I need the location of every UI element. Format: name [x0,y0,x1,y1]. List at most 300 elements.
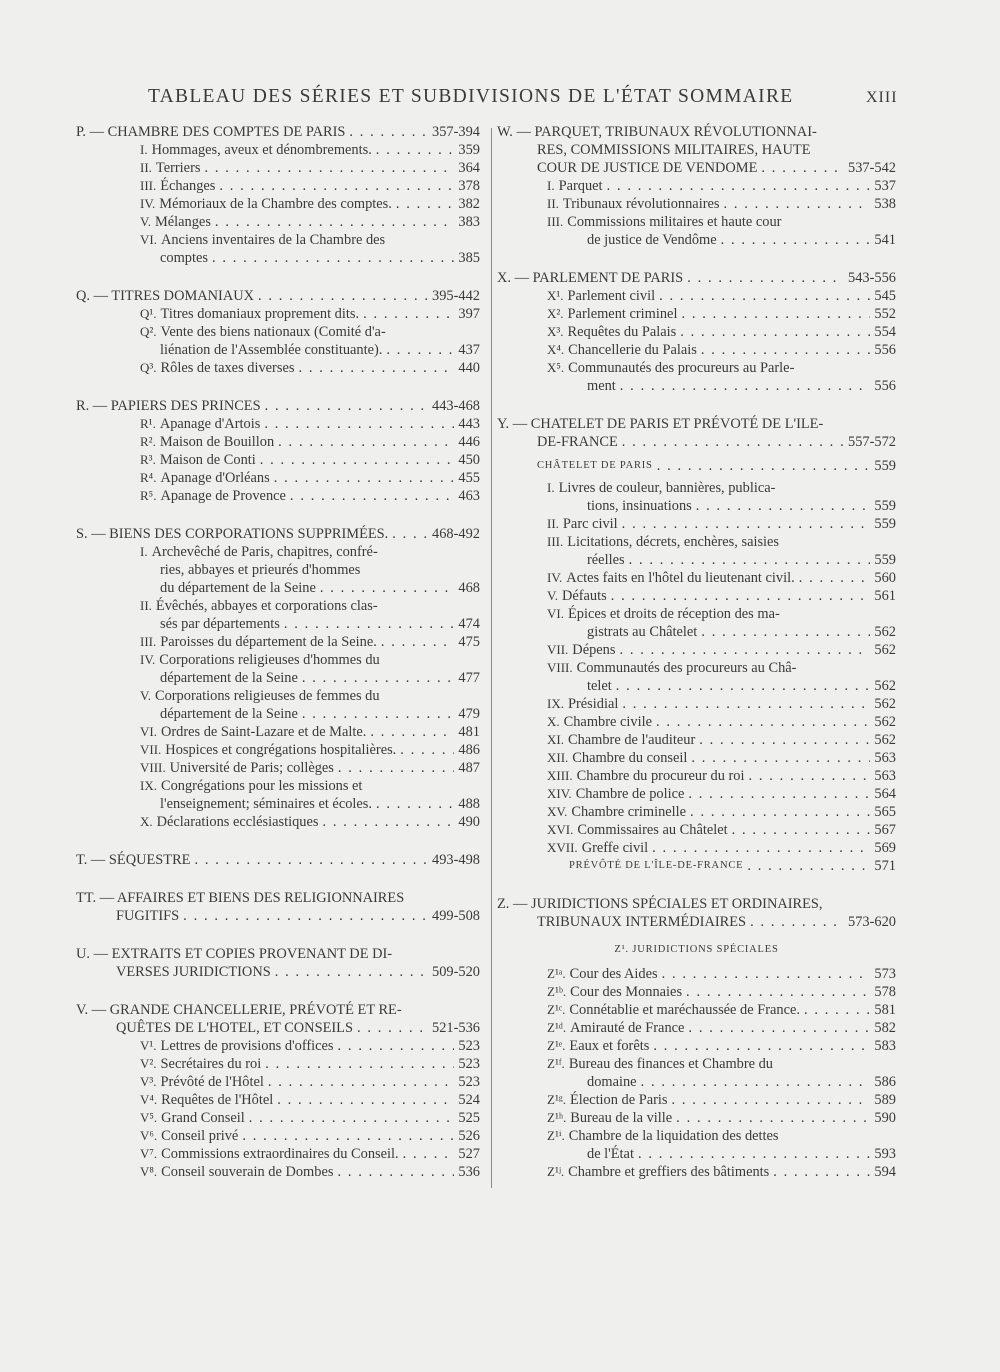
page-ref: 443 [458,416,480,432]
entry-text [547,479,775,497]
entry-title: Parlement criminel [567,306,678,322]
series-block [497,123,896,249]
entry-title: Prévôté de l'Hôtel [160,1074,264,1090]
entry [76,1037,480,1055]
entry [76,451,480,469]
series-heading [76,123,480,141]
entry-title: Chambre du procureur du roi [576,768,745,784]
entry-list [497,479,896,857]
entry-text [547,695,618,713]
entry-title: Échanges [160,178,216,194]
page-ref: 364 [458,160,480,176]
page-ref: 559 [874,498,896,514]
entry [497,587,896,605]
entry-text [547,569,795,587]
entry-mark: Z¹ᵍ. [547,1092,566,1107]
page-ref: 562 [874,624,896,640]
page-ref: 475 [458,634,480,650]
entry-mark: R⁴. [140,470,157,485]
page-ref: 582 [874,1020,896,1036]
entry-continuation [497,551,896,569]
series-heading-line [497,123,896,141]
entry-mark: Z¹ᶠ. [547,1056,565,1071]
page-ref: 481 [458,724,480,740]
entry [497,785,896,803]
entry-text [140,1109,245,1127]
entry-mark: V¹. [140,1038,157,1053]
entry [497,341,896,359]
entry-text [140,451,256,469]
page-ref: 556 [874,378,896,394]
page-ref: 586 [874,1074,896,1090]
entry-text [140,359,294,377]
page-ref: 359 [458,142,480,158]
entry-title: Anciens inventaires de la Chambre des [160,232,386,248]
entry-continuation-text: ries, abbayes et prieurés d'hommes [160,562,361,578]
entry [497,839,896,857]
entry [76,177,480,195]
entry-text [547,213,781,231]
leader-dots [249,1109,455,1127]
series-heading-line-text: U. — EXTRAITS ET COPIES PROVENANT DE DI- [76,946,393,962]
entry-title: Maison de Conti [159,452,256,468]
entry-continuation-text [587,1145,634,1163]
page-ref: 490 [458,814,480,830]
page-ref: 571 [874,858,896,874]
entry-continuation-text [587,231,717,249]
page-ref: 581 [874,1002,896,1018]
entry-text [547,605,780,623]
entry-title: Apanage d'Artois [159,416,261,432]
entry-mark: X. [547,714,560,729]
series-heading-text [497,269,683,287]
series-heading-line-text: Z. — JURIDICTIONS SPÉCIALES ET ORDINAIRES, [497,896,823,912]
page-ref: 563 [874,750,896,766]
page-ref: 567 [874,822,896,838]
leader-dots [264,415,454,433]
leader-dots [652,839,870,857]
leader-dots [696,497,871,515]
entry-title: Secrétaires du roi [160,1056,262,1072]
series-heading-line [76,945,480,963]
entry-text [140,759,334,777]
entry-title: PRÉVÔTÉ DE L'ÎLE-DE-FRANCE [569,860,744,871]
page-ref: 527 [458,1146,480,1162]
entry-text [547,1163,769,1181]
entry-title: liénation de l'Assemblée constituante). [160,342,383,358]
leader-dots [322,813,454,831]
entry-continuation-text [160,795,372,813]
entry-continuation-text [587,551,625,569]
entry [497,749,896,767]
leader-dots [338,759,455,777]
entry [497,1163,896,1181]
page-ref: 537 [874,178,896,194]
page-ref: 564 [874,786,896,802]
page-ref: 562 [874,714,896,730]
entry-list [76,1037,480,1181]
entry-title: Chambre civile [563,714,652,730]
subseries-heading-text [537,457,653,475]
leader-dots [799,569,871,587]
entry-text [547,1019,684,1037]
entry-mark: V. [140,214,151,229]
entry-text [547,1127,779,1145]
series-heading-line [497,141,896,159]
entry-text [140,741,396,759]
series-heading-line [76,1001,480,1019]
leader-dots [681,305,870,323]
entry-list [497,177,896,249]
page-ref: 543-556 [848,270,896,286]
entry [497,359,896,377]
entry-mark: Z¹ᵃ. [547,966,566,981]
entry-continuation-text [160,341,382,359]
entry [76,813,480,831]
entry [497,659,896,677]
entry-title: TRIBUNAUX INTERMÉDIAIRES [537,914,747,930]
entry [76,141,480,159]
entry-mark: III. [547,534,564,549]
entry [497,605,896,623]
page-ref: 536 [458,1164,480,1180]
page-ref: 583 [874,1038,896,1054]
entry-title: Licitations, décrets, enchères, saisies [567,534,780,550]
entry [76,213,480,231]
entry-mark: V⁴. [140,1092,158,1107]
series-heading [76,851,480,869]
leader-dots [337,1163,454,1181]
entry-mark: VI. [140,724,157,739]
series-heading-text [76,397,261,415]
entry-title: QUÊTES DE L'HOTEL, ET CONSEILS [116,1020,353,1036]
entry-text [547,515,618,533]
leader-dots [619,641,870,659]
entry-mark: V². [140,1056,157,1071]
entry-title: département de la Seine [160,706,298,722]
entry-text [547,1037,649,1055]
leader-dots [616,677,871,695]
entry-continuation [76,579,480,597]
series-heading [76,963,480,981]
leader-dots [747,857,870,875]
entry-mark: V⁸. [140,1164,158,1179]
entry-text [140,543,378,561]
entry-mark: XIII. [547,768,573,783]
series-heading-line [76,889,480,907]
entry-title: Présidial [567,696,619,712]
entry [497,1091,896,1109]
leader-dots [659,287,870,305]
entry-title: T. — SÉQUESTRE [76,852,191,868]
series-heading [497,269,896,287]
entry-list [76,543,480,831]
entry-title: réelles [587,552,625,568]
entry-title: Chambre criminelle [571,804,687,820]
entry [76,195,480,213]
entry-text [140,141,372,159]
leader-dots [320,579,455,597]
entry [76,159,480,177]
entry-list [497,965,896,1181]
series-heading [497,433,896,451]
page-ref: 559 [874,516,896,532]
entry-mark: IV. [547,570,563,585]
page-ref: 557-572 [848,434,896,450]
leader-dots [701,623,870,641]
entry-title: Conseil privé [161,1128,239,1144]
entry-mark: XIV. [547,786,572,801]
entry-title: Hommages, aveux et dénombrements. [151,142,372,158]
leader-dots [265,397,428,415]
page-ref: 468-492 [432,526,480,542]
leader-dots [699,731,870,749]
entry-text [547,731,695,749]
entry-mark: VII. [547,642,569,657]
entry-text [140,1163,333,1181]
entry [76,1163,480,1181]
entry-text [547,983,682,1001]
entry-text [140,195,392,213]
entry-text [140,415,260,433]
leader-dots [701,341,871,359]
entry-mark: X. [140,814,153,829]
entry-title: ment [587,378,616,394]
entry [497,479,896,497]
subseries-heading [497,857,896,875]
series-block [497,415,896,875]
entry-text [547,965,658,983]
page-ref: 590 [874,1110,896,1126]
entry-mark: R³. [140,452,156,467]
entry-title: comptes [160,250,208,266]
entry-title: telet [587,678,612,694]
entry-mark: V. [140,688,151,703]
entry-title: Commissaires au Châtelet [577,822,728,838]
entry-title: l'enseignement; séminaires et écoles. [160,796,372,812]
entry-continuation [76,615,480,633]
leader-dots [376,141,455,159]
leader-dots [691,749,870,767]
entry-text [140,1091,273,1109]
entry [497,287,896,305]
leader-dots [278,433,454,451]
entry-title: département de la Seine [160,670,298,686]
entry-continuation-text [160,249,208,267]
entry-mark: R². [140,434,156,449]
entry [76,1073,480,1091]
entry-mark: Z¹ʲ. [547,1164,565,1179]
entry-title: Commissions extraordinaires du Conseil. [161,1146,399,1162]
page-ref: 524 [458,1092,480,1108]
entry-mark: II. [140,160,152,175]
entry-text [547,1055,773,1073]
page-ref: 559 [874,458,896,474]
series-block [76,889,480,925]
entry-title: Rôles de taxes diverses [160,360,295,376]
leader-dots [804,1001,870,1019]
entry-text [140,1055,261,1073]
entry-title: Communautés des procureurs au Parle- [568,360,795,376]
entry-mark: I. [140,142,148,157]
entry-mark: Z¹ⁱ. [547,1128,565,1143]
entry-title: Défauts [561,588,607,604]
page-ref: 537-542 [848,160,896,176]
series-heading-text [116,1019,353,1037]
entry-title: Dépens [572,642,616,658]
entry-title: Q. — TITRES DOMANIAUX [76,288,255,304]
entry [76,469,480,487]
entry [76,687,480,705]
page-ref: 479 [458,706,480,722]
entry [497,767,896,785]
entry-continuation [76,795,480,813]
entry-title: de l'État [587,1146,634,1162]
entry-continuation-text [587,377,616,395]
leader-dots [662,965,871,983]
entry-text [140,433,274,451]
entry [76,543,480,561]
entry-mark: X⁵. [547,360,565,375]
page-ref: 486 [458,742,480,758]
series-block [76,525,480,831]
entry-title: R. — PAPIERS DES PRINCES [76,398,261,414]
entry-title: Mémoriaux de la Chambre des comptes. [159,196,392,212]
entry-title: Cour des Monnaies [570,984,683,1000]
page-ref: 525 [458,1110,480,1126]
series-heading-line [497,895,896,913]
series-block [76,287,480,377]
page-ref: 562 [874,696,896,712]
entry-title: S. — BIENS DES CORPORATIONS SUPPRIMÉES. [76,526,389,542]
page-ref: 474 [458,616,480,632]
entry [76,305,480,323]
entry-title: DE-FRANCE [537,434,618,450]
entry [497,965,896,983]
entry-text [140,633,377,651]
entry-continuation [497,1073,896,1091]
entry-text [140,231,385,249]
entry [76,741,480,759]
entry-mark: XVII. [547,840,578,855]
page-ref: 561 [874,588,896,604]
entry-title: tions, insinuations [587,498,692,514]
leader-dots [622,433,844,451]
page-ref: 446 [458,434,480,450]
entry-continuation-text [587,623,697,641]
entry-title: Connétablie et maréchaussée de France. [569,1002,800,1018]
series-block [497,269,896,395]
page-ref: 594 [874,1164,896,1180]
leader-dots [219,177,454,195]
leader-dots [680,323,870,341]
series-heading-text [76,525,388,543]
entry-mark: X⁴. [547,342,565,357]
entry-title: du département de la Seine [160,580,316,596]
entry-mark: Z¹ʰ. [547,1110,567,1125]
entry-text [140,687,380,705]
entry [497,821,896,839]
entry-continuation-text [160,705,298,723]
entry [497,323,896,341]
entry [497,695,896,713]
entry-text [140,1127,238,1145]
leader-dots [396,195,455,213]
series-heading-line-text: RES, COMMISSIONS MILITAIRES, HAUTE [537,142,811,158]
series-block [76,123,480,267]
entry-mark: X³. [547,324,564,339]
entry-text [547,659,796,677]
leader-dots [242,1127,454,1145]
entry [497,1127,896,1145]
entry-mark: Z¹ᶜ. [547,1002,566,1017]
entry-mark: Q³. [140,360,157,375]
entry-text [547,785,684,803]
entry-continuation [497,377,896,395]
entry-text [140,487,286,505]
entry-text [140,213,211,231]
entry-title: Grand Conseil [161,1110,245,1126]
entry-title: Commissions militaires et haute cour [567,214,782,230]
entry-title: Bureau de la ville [570,1110,673,1126]
entry-title: Congrégations pour les missions et [160,778,363,794]
entry-title: Corporations religieuses d'hommes du [159,652,380,668]
entry-text [547,641,615,659]
page-ref: 578 [874,984,896,1000]
entry-text [547,359,794,377]
entry-mark: V⁷. [140,1146,158,1161]
series-heading-line-text: W. — PARQUET, TRIBUNAUX RÉVOLUTIONNAI- [497,124,817,140]
leader-dots [688,785,870,803]
entry-title: Mélanges [154,214,211,230]
page-ref: 493-498 [432,852,480,868]
entry-title: Épices et droits de réception des ma- [567,606,780,622]
entry [76,323,480,341]
entry [76,359,480,377]
leader-dots [622,695,870,713]
page-ref: 397 [458,306,480,322]
entry-mark: VII. [140,742,162,757]
entry-text [547,177,603,195]
entry-mark: Q². [140,324,157,339]
entry [497,713,896,731]
page-ref: 563 [874,768,896,784]
entry-mark: IV. [140,652,156,667]
entry-continuation-text [160,669,298,687]
series-block [76,945,480,981]
entry [76,597,480,615]
entry-mark: Z¹ᵉ. [547,1038,566,1053]
leader-dots [607,177,871,195]
series-block [497,895,896,1181]
entry-continuation [76,249,480,267]
entry [76,487,480,505]
entry-mark: I. [547,480,555,495]
series-heading-text [537,159,757,177]
page-ref: 450 [458,452,480,468]
series-block [76,1001,480,1181]
entry [497,515,896,533]
entry-title: Livres de couleur, bannières, publica- [558,480,776,496]
entry-title: P. — CHAMBRE DES COMPTES DE PARIS [76,124,346,140]
entry-mark: XVI. [547,822,574,837]
leader-dots [732,821,871,839]
entry [76,651,480,669]
page-ref: 523 [458,1056,480,1072]
entry-text [140,1145,399,1163]
entry-title: gistrats au Châtelet [587,624,698,640]
page-ref: 378 [458,178,480,194]
